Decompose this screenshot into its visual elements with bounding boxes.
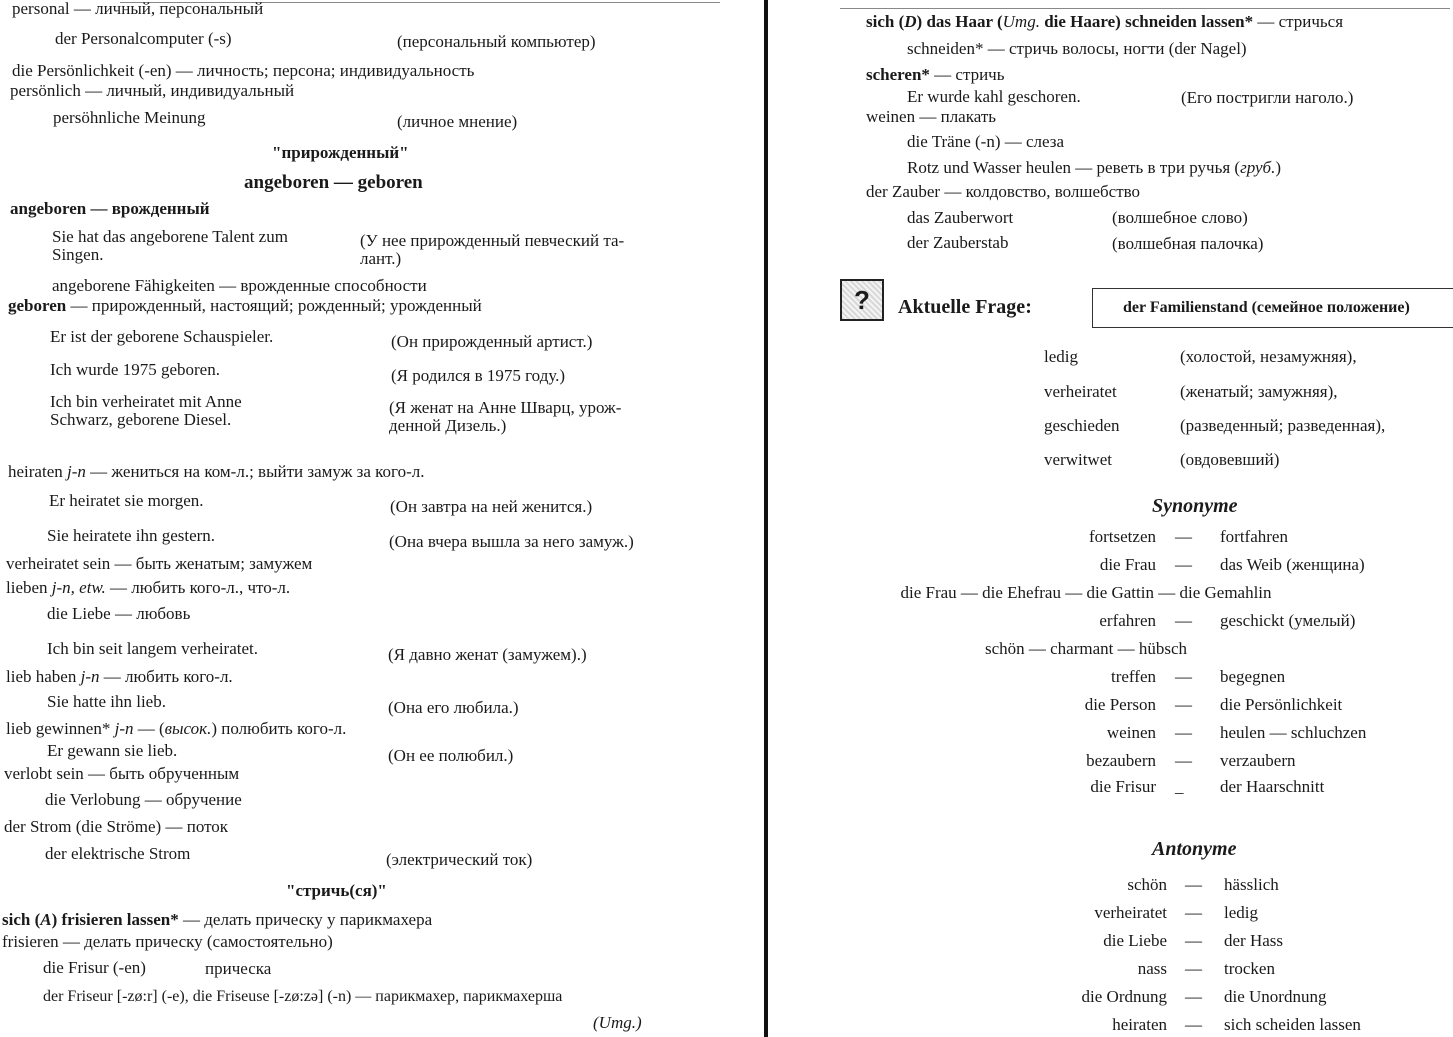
example-ru: (Я родился в 1975 году.) [391,366,566,385]
antonym-dash: — [1185,959,1202,978]
synonym-word: bezaubern [1086,751,1156,770]
antonym-dash: — [1185,987,1202,1006]
entry-lieb-gewinnen: lieb gewinnen* j-n — (высок.) полюбить кого-л. [6,719,347,738]
section-heading: "прирожденный" [272,143,409,162]
right-page [772,0,1453,1037]
synonym-dash: — [1175,611,1192,630]
synonym-word: treffen [1111,667,1156,686]
example-ru: (Она его любила.) [388,698,519,717]
example-de: Sie hatte ihn lieb. [47,692,166,711]
example-de: der Personalcomputer (-s) [55,29,232,48]
entry-persoenlich: persönlich — личный, индивидуальный [10,81,295,100]
entry-schneiden: schneiden* — стричь волосы, ногти (der Nagel) [907,39,1247,58]
entry-lieben: lieben j-n, etw. — любить кого-л., что-л. [6,578,291,597]
question-mark-icon: ? [840,279,884,321]
entry-scheren: scheren* — стричь [866,65,1005,84]
headword: geboren [8,296,67,315]
example-de: das Zauberwort [907,208,1014,227]
entry-friseur: der Friseur [-zø:r] (-e), die Friseuse [-zø:zə] (-n) — парикмахер, парикмахерша [43,988,563,1005]
entry-angeboren [10,200,210,219]
example-ru: (Я давно женат (замужем).) [388,645,587,664]
page-gutter [764,0,768,1037]
synonym-pair: geschickt (умелый) [1220,611,1356,630]
entry-frisur-ru: прическа [205,959,272,978]
family-status-ru: (разведенный; разведенная), [1180,416,1386,435]
antonym-pair: die Unordnung [1224,987,1327,1006]
example-ru: (личное мнение) [397,112,518,131]
example-de: Singen. [52,245,104,264]
synonym-pair: das Weib (женщина) [1220,555,1365,574]
family-status-ru: (овдовевший) [1180,450,1280,469]
example-de: Er ist der geborene Schauspieler. [50,327,274,346]
antonym-word: die Liebe [1103,931,1167,950]
headword: angeboren — врожденный [10,199,210,218]
example-de: Ich wurde 1975 geboren. [50,360,220,379]
synonyme-heading: Synonyme [1152,495,1238,517]
entry-lieb-haben: lieb haben j-n — любить кого-л. [6,667,233,686]
example-de: Sie heiratete ihn gestern. [47,526,216,545]
synonym-chain: schön — charmant — hübsch [984,639,1188,658]
example-ru: (Он прирожденный артист.) [391,332,593,351]
example-ru: лант.) [360,249,402,268]
antonym-dash: — [1185,903,1202,922]
antonym-dash: — [1185,875,1202,894]
example-ru: (У нее прирожденный певческий та- [360,231,625,250]
antonym-dash: — [1185,931,1202,950]
example-ru: (Я женат на Анне Шварц, урож- [389,398,622,417]
antonym-word: die Ordnung [1081,987,1167,1006]
synonym-word: fortsetzen [1088,527,1156,546]
antonym-pair: trocken [1224,959,1275,978]
example-de: der Zauberstab [907,233,1009,252]
entry-verheiratet: verheiratet sein — быть женатым; замужем [6,554,313,573]
example-ru: (волшебное слово) [1112,208,1248,227]
entry-rotz: Rotz und Wasser heulen — реветь в три ручья (груб.) [907,158,1281,177]
entry-strom: der Strom (die Ströme) — поток [4,817,229,836]
family-status-de: verheiratet [1044,382,1117,401]
example-ru: (Его постригли наголо.) [1181,88,1354,107]
example-ru: денной Дизель.) [389,416,507,435]
example-de: Sie hat das angeborene Talent zum [52,227,288,246]
entry-persoenlichkeit: die Persönlichkeit (-en) — личность; персона; индивидуальность [12,61,475,80]
example-ru: (Он ее полюбил.) [388,746,514,765]
synonym-pair: begegnen [1220,667,1286,686]
section-subheading: angeboren — geboren [244,172,423,193]
antonym-word: heiraten [1112,1015,1167,1034]
synonym-dash: — [1175,751,1192,770]
example-de: persöhnliche Meinung [53,108,206,127]
entry-haare-schneiden: sich (D) das Haar (Umg. die Haare) schneiden lassen* — стричься [866,12,1344,31]
aktuelle-frage-label: Aktuelle Frage: [898,296,1032,318]
synonym-dash: — [1175,555,1192,574]
synonym-dash: — [1175,723,1192,742]
entry-personal: personal — личный, персональный [12,0,264,18]
family-status-ru: (женатый; замужняя), [1180,382,1338,401]
synonym-pair: fortfahren [1220,527,1288,546]
entry-frisieren: frisieren — делать прическу (самостоятельно) [2,932,333,951]
entry-heiraten: heiraten j-n — жениться на ком-л.; выйти замуж за кого-л. [8,462,425,481]
example-de: der elektrische Strom [45,844,191,863]
antonym-word: schön [1127,875,1167,894]
example-ru: (Она вчера вышла за него замуж.) [389,532,634,551]
entry-geboren [8,297,482,316]
example-ru: (электрический ток) [386,850,533,869]
example-de: Er heiratet sie morgen. [49,491,204,510]
antonym-pair: hässlich [1224,875,1279,894]
antonym-word: nass [1137,959,1167,978]
example-de: Er gewann sie lieb. [47,741,178,760]
example-de: Schwarz, geborene Diesel. [50,410,232,429]
entry-weinen: weinen — плакать [866,107,997,126]
synonym-word: weinen [1106,723,1156,742]
example-ru: (Он завтра на ней женится.) [390,497,593,516]
antonym-word: verheiratet [1094,903,1167,922]
synonym-dash: — [1175,527,1192,546]
entry-liebe: die Liebe — любовь [47,604,191,623]
synonym-chain: die Frau — die Ehefrau — die Gattin — die Gemahlin [900,583,1272,602]
family-status-de: verwitwet [1044,450,1112,469]
antonym-pair: ledig [1224,903,1258,922]
synonym-pair: verzaubern [1220,751,1296,770]
antonym-pair: sich scheiden lassen [1224,1015,1361,1034]
example-ru: (персональный компьютер) [397,32,596,51]
synonym-word: erfahren [1099,611,1156,630]
example-de: Er wurde kahl geschoren. [907,87,1081,106]
synonym-dash: — [1175,695,1192,714]
example-ru: (волшебная палочка) [1112,234,1264,253]
synonym-word: die Person [1084,695,1156,714]
style-label: (Umg.) [593,1013,642,1032]
example-de: Ich bin verheiratet mit Anne [50,392,242,411]
definition: — прирожденный, настоящий; рожденный; урожденный [66,296,482,315]
family-status-de: ledig [1044,347,1078,366]
example-de: Ich bin seit langem verheiratet. [47,639,258,658]
section-heading: "стричь(ся)" [286,881,387,900]
entry-zauber: der Zauber — колдовство, волшебство [866,182,1141,201]
entry-frisur: die Frisur (-en) [43,958,146,977]
entry-verlobt: verlobt sein — быть обрученным [4,764,240,783]
top-rule [840,8,1450,9]
synonym-word: die Frisur [1090,777,1156,796]
synonym-dash: — [1175,667,1192,686]
antonym-dash: — [1185,1015,1202,1034]
antonym-pair: der Hass [1224,931,1284,950]
synonym-dash: _ [1175,777,1184,796]
synonym-pair: die Persönlichkeit [1220,695,1343,714]
antonyme-heading: Antonyme [1152,838,1237,860]
familienstand-box: der Familienstand (семейное положение) [1092,288,1453,328]
entry-verlobung: die Verlobung — обручение [45,790,242,809]
synonym-pair: heulen — schluchzen [1220,723,1367,742]
family-status-de: geschieden [1044,416,1120,435]
synonym-pair: der Haarschnitt [1220,777,1325,796]
family-status-ru: (холостой, незамужняя), [1180,347,1357,366]
entry-frisieren-lassen: sich (A) frisieren lassen* — делать прическу у парикмахера [2,910,433,929]
synonym-word: die Frau [1099,555,1156,574]
entry-traene: die Träne (-n) — слеза [907,132,1065,151]
entry-faehigkeiten: angeborene Fähigkeiten — врожденные способности [52,276,427,295]
